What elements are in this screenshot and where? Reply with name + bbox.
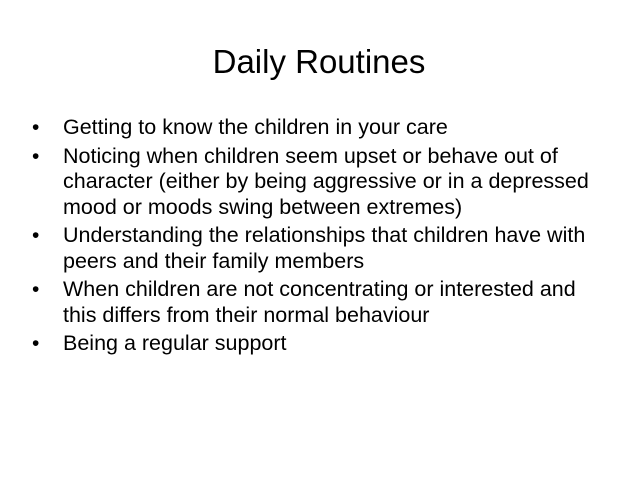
bullet-dot-icon: • <box>32 144 40 168</box>
bullet-dot-icon: • <box>32 224 40 247</box>
bullet-text: Understanding the relationships that children have with peers and their family members <box>63 223 586 273</box>
bullet-list <box>32 115 602 360</box>
bullet-item-5 <box>32 331 602 357</box>
bullet-item-2 <box>32 144 602 221</box>
bullet-text: When children are not concentrating or interested and this differs from their normal behaviour <box>63 277 576 327</box>
bullet-dot-icon: • <box>32 332 40 355</box>
bullet-dot-icon: • <box>32 116 40 139</box>
bullet-text: Noticing when children seem upset or behave out of character (either by being aggressive or in a depressed mood or moods swing between extremes) <box>63 143 589 219</box>
bullet-item-3 <box>32 223 602 274</box>
bullet-text: Getting to know the children in your care <box>63 115 448 139</box>
bullet-text: Being a regular support <box>63 331 287 355</box>
bullet-item-1 <box>32 115 602 141</box>
bullet-dot-icon: • <box>32 278 40 301</box>
bullet-item-4 <box>32 277 602 328</box>
slide-title: Daily Routines <box>212 43 426 80</box>
